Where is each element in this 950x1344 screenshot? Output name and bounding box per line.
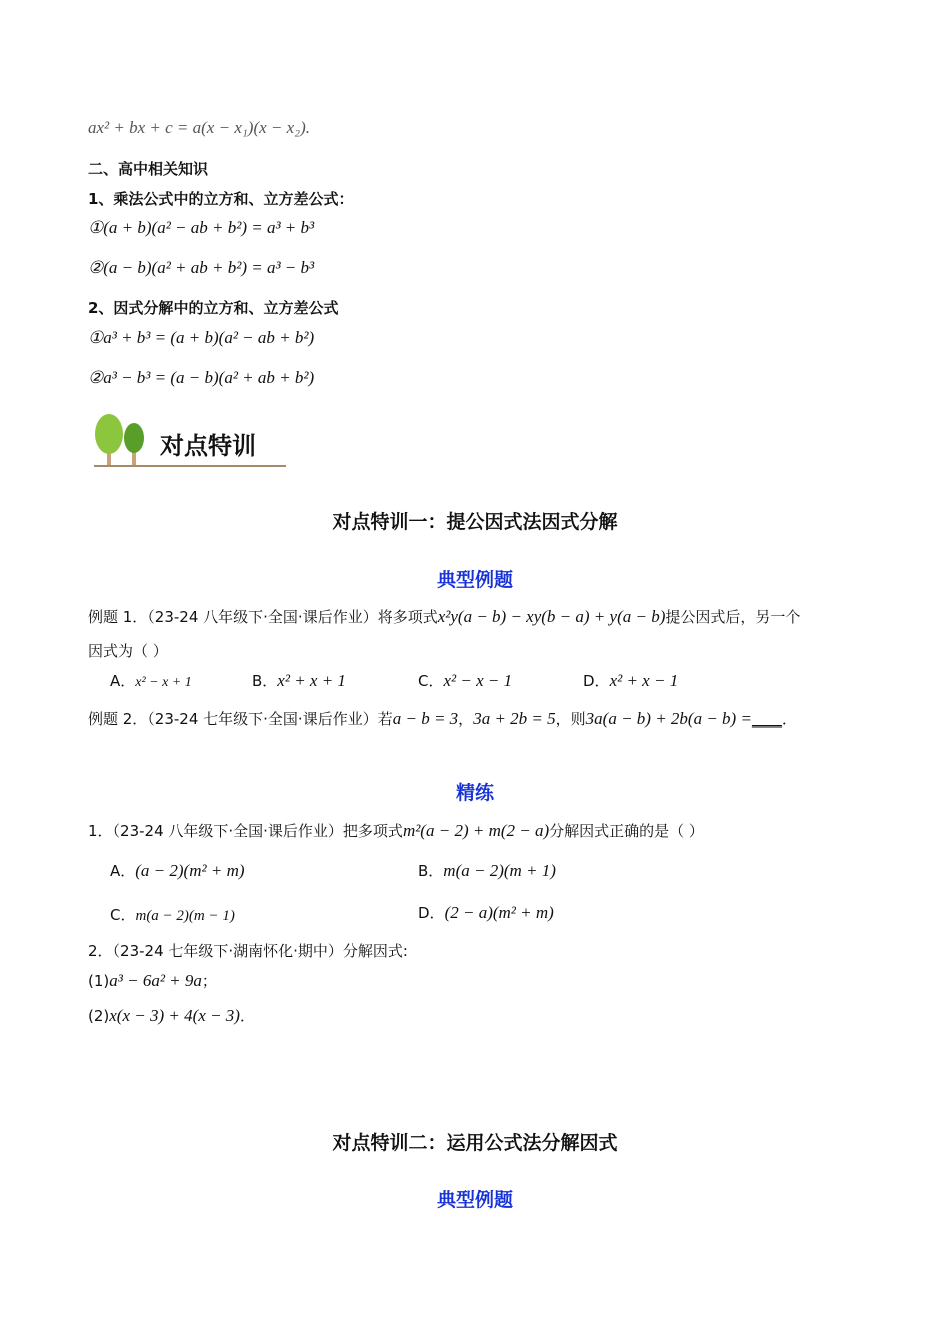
example1-question [88,606,800,627]
example1-line2: 因式为（ ） [88,642,168,660]
formula-4: ②a³ − b³ = (a − b)(a² + ab + b²) [88,368,315,387]
formula-3: ①a³ + b³ = (a + b)(a² − ab + b²) [88,328,315,347]
practice-heading: 精练 [455,782,494,804]
example1-option-a: A．x² − x + 1 [110,672,192,690]
part2-title: 对点特训二：运用公式法分解因式 [332,1132,618,1154]
example1-lead: 例题 1．（23-24 八年级下·全国·课后作业）将多项式 [88,608,438,626]
question1-option-d: D．(2 − a)(m² + m) [418,903,554,922]
example1-option-d: D．x² + x − 1 [583,671,679,690]
part2-typical-heading: 典型例题 [436,1189,513,1211]
question2-part2: (2)x(x − 3) + 4(x − 3)． [88,1006,255,1025]
training-banner [88,408,288,470]
question1: 1．（23-24 八年级下·全国·课后作业）把多项式m²(a − 2) + m(2 − a)分解因式正确的是（ ） [88,821,704,840]
factored-quadratic-formula: ax² + bx + c = a(x − x₁)(x − x₂). [88,118,310,137]
section2-sub2: 2、因式分解中的立方和、立方差公式 [88,299,339,317]
question2: 2．（23-24 七年级下·湖南怀化·期中）分解因式: [88,942,408,960]
example2-question: 例题 2．（23-24 七年级下·全国·课后作业）若a − b = 3，3a + 2b = 5，则3a(a − b) + 2b(a − b) =____． [88,709,797,728]
formula-2: ②(a − b)(a² + ab + b²) = a³ − b³ [88,258,315,277]
part1-typical-heading: 典型例题 [436,569,513,591]
section2-sub1: 1、乘法公式中的立方和、立方差公式： [88,190,354,208]
question1-option-a: A．(a − 2)(m² + m) [110,861,245,880]
question1-option-b: B．m(a − 2)(m + 1) [418,861,556,880]
example1-polynomial: x²y(a − b) − xy(b − a) + y(a − b) [437,607,666,626]
example1-option-c: C．x² − x − 1 [418,671,513,690]
question2-part1: (1)a³ − 6a² + 9a； [88,971,217,990]
example1-option-b: B．x² + x + 1 [252,671,346,690]
answer-blank: ____ [751,710,782,728]
part1-title: 对点特训一：提公因式法因式分解 [332,511,618,533]
formula-1: ①(a + b)(a² − ab + b²) = a³ + b³ [88,218,315,237]
section2-title: 二、高中相关知识 [88,160,209,178]
example1-tail: 提公因式后，另一个 [665,608,801,626]
banner-label: 对点特训 [160,432,256,460]
question1-option-c: C．m(a − 2)(m − 1) [110,906,235,924]
